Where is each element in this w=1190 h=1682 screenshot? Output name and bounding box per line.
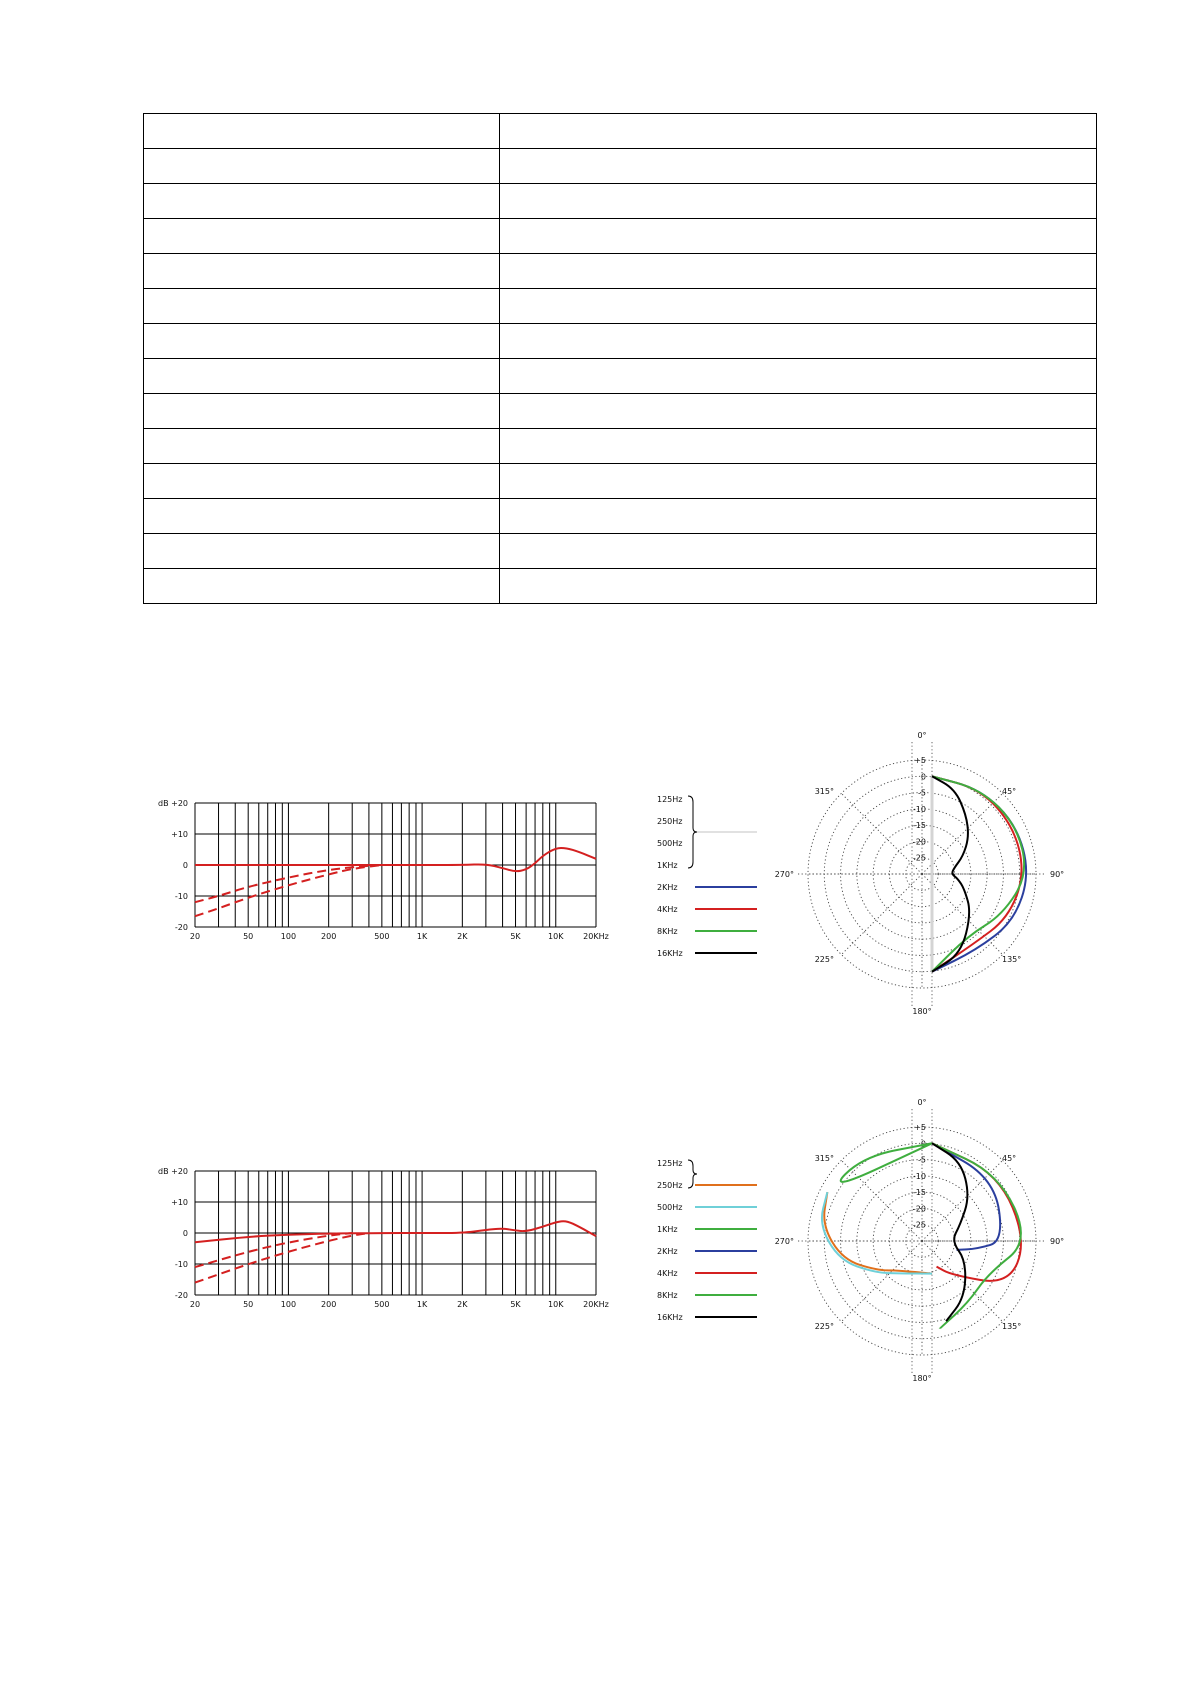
x-tick-label: 10K xyxy=(548,932,564,941)
spec-label-cell xyxy=(144,184,500,219)
y-tick-label: -10 xyxy=(174,892,188,901)
y-tick-label: -20 xyxy=(174,1291,188,1300)
x-tick-label: 100 xyxy=(280,1300,297,1309)
angle-label: 135° xyxy=(1002,955,1022,964)
polar-curve xyxy=(932,1143,967,1321)
x-tick-label: 500 xyxy=(374,932,390,941)
spec-row xyxy=(144,254,1097,289)
x-tick-label: 2K xyxy=(457,932,468,941)
radial-label: +5 xyxy=(914,756,926,765)
angle-label: 90° xyxy=(1050,1237,1065,1246)
angle-label: 315° xyxy=(814,1154,834,1163)
polar-spoke xyxy=(841,1160,922,1241)
legend-label: 8KHz xyxy=(657,927,678,936)
legend-label: 500Hz xyxy=(657,839,683,848)
legend-brace xyxy=(688,796,697,868)
x-tick-label: 100 xyxy=(280,932,297,941)
legend-label: 16KHz xyxy=(657,949,683,958)
x-tick-label: 500 xyxy=(374,1300,390,1309)
spec-row xyxy=(144,464,1097,499)
y-tick-label: -20 xyxy=(174,923,188,932)
angle-label: 270° xyxy=(774,870,794,879)
polar-pattern-chart-2 xyxy=(0,1087,1190,1397)
spec-row xyxy=(144,534,1097,569)
spec-label-cell xyxy=(144,254,500,289)
y-tick-label: 0 xyxy=(182,861,188,870)
spec-label-cell xyxy=(144,359,500,394)
y-tick-label: 0 xyxy=(182,1229,188,1238)
spec-row xyxy=(144,359,1097,394)
spec-row xyxy=(144,394,1097,429)
x-tick-label: 1K xyxy=(416,1300,428,1309)
spec-label-cell xyxy=(144,394,500,429)
spec-value-cell xyxy=(500,219,1097,254)
radial-label: -25 xyxy=(912,853,926,863)
x-tick-label: 5K xyxy=(510,932,521,941)
spec-label-cell xyxy=(144,464,500,499)
legend-label: 2KHz xyxy=(657,883,678,892)
spec-label-cell xyxy=(144,324,500,359)
angle-label: 270° xyxy=(774,1237,794,1246)
spec-row xyxy=(144,219,1097,254)
angle-label: 0° xyxy=(917,731,927,740)
spec-value-cell xyxy=(500,499,1097,534)
spec-value-cell xyxy=(500,149,1097,184)
radial-label: +5 xyxy=(914,1123,926,1132)
angle-label: 225° xyxy=(814,955,834,964)
spec-table xyxy=(143,113,1097,604)
spec-value-cell xyxy=(500,289,1097,324)
y-tick-label: +10 xyxy=(171,830,188,839)
polar-spoke xyxy=(841,793,922,874)
legend-label: 4KHz xyxy=(657,905,678,914)
radial-label: 0 xyxy=(920,772,926,782)
spec-value-cell xyxy=(500,359,1097,394)
angle-label: 90° xyxy=(1050,870,1065,879)
legend-label: 16KHz xyxy=(657,1313,683,1322)
legend-label: 500Hz xyxy=(657,1203,683,1212)
radial-label: -25 xyxy=(912,1220,926,1230)
spec-label-cell xyxy=(144,499,500,534)
polar-spoke xyxy=(841,1241,922,1322)
spec-label-cell xyxy=(144,534,500,569)
spec-value-cell xyxy=(500,324,1097,359)
spec-label-cell xyxy=(144,429,500,464)
radial-label: -10 xyxy=(912,804,926,814)
legend-label: 1KHz xyxy=(657,861,678,870)
legend-label: 250Hz xyxy=(657,1181,683,1190)
radial-label: 0 xyxy=(920,1139,926,1149)
spec-row xyxy=(144,289,1097,324)
legend-label: 125Hz xyxy=(657,795,683,804)
angle-label: 0° xyxy=(917,1098,927,1107)
spec-row xyxy=(144,429,1097,464)
spec-value-cell xyxy=(500,464,1097,499)
spec-row xyxy=(144,114,1097,149)
y-axis-label: dB xyxy=(158,799,169,808)
x-tick-label: 20KHz xyxy=(583,932,609,941)
legend-label: 1KHz xyxy=(657,1225,678,1234)
radial-label: -5 xyxy=(918,788,926,798)
spec-value-cell xyxy=(500,184,1097,219)
spec-value-cell xyxy=(500,394,1097,429)
legend-label: 250Hz xyxy=(657,817,683,826)
angle-label: 180° xyxy=(912,1374,932,1383)
polar-spoke xyxy=(841,874,922,955)
angle-label: 45° xyxy=(1002,1154,1017,1163)
spec-label-cell xyxy=(144,289,500,324)
spec-row xyxy=(144,499,1097,534)
x-tick-label: 20 xyxy=(189,932,201,941)
x-tick-label: 200 xyxy=(321,932,337,941)
x-tick-label: 20KHz xyxy=(583,1300,609,1309)
spec-label-cell xyxy=(144,219,500,254)
y-tick-label: +10 xyxy=(171,1198,188,1207)
spec-row xyxy=(144,184,1097,219)
spec-value-cell xyxy=(500,534,1097,569)
spec-label-cell xyxy=(144,149,500,184)
y-tick-label: +20 xyxy=(171,799,188,808)
legend-label: 125Hz xyxy=(657,1159,683,1168)
spec-value-cell xyxy=(500,429,1097,464)
legend-label: 4KHz xyxy=(657,1269,678,1278)
spec-row xyxy=(144,324,1097,359)
radial-label: -15 xyxy=(912,1188,926,1198)
spec-value-cell xyxy=(500,114,1097,149)
spec-value-cell xyxy=(500,569,1097,604)
angle-label: 135° xyxy=(1002,1322,1022,1331)
x-tick-label: 50 xyxy=(243,932,254,941)
y-tick-label: +20 xyxy=(171,1167,188,1176)
legend-label: 8KHz xyxy=(657,1291,678,1300)
spec-row xyxy=(144,569,1097,604)
x-tick-label: 50 xyxy=(243,1300,254,1309)
spec-label-cell xyxy=(144,114,500,149)
y-axis-label: dB xyxy=(158,1167,169,1176)
spec-label-cell xyxy=(144,569,500,604)
legend-label: 2KHz xyxy=(657,1247,678,1256)
radial-label: -5 xyxy=(918,1155,926,1165)
legend-brace xyxy=(688,1160,697,1188)
y-tick-label: -10 xyxy=(174,1260,188,1269)
polar-pattern-chart-1 xyxy=(0,720,1190,1030)
angle-label: 315° xyxy=(814,787,834,796)
x-tick-label: 10K xyxy=(548,1300,564,1309)
radial-label: -15 xyxy=(912,821,926,831)
radial-label: -20 xyxy=(912,837,926,847)
x-tick-label: 200 xyxy=(321,1300,337,1309)
spec-row xyxy=(144,149,1097,184)
spec-value-cell xyxy=(500,254,1097,289)
radial-label: -20 xyxy=(912,1204,926,1214)
angle-label: 180° xyxy=(912,1007,932,1016)
x-tick-label: 1K xyxy=(416,932,428,941)
x-tick-label: 5K xyxy=(510,1300,521,1309)
angle-label: 45° xyxy=(1002,787,1017,796)
x-tick-label: 20 xyxy=(189,1300,201,1309)
x-tick-label: 2K xyxy=(457,1300,468,1309)
angle-label: 225° xyxy=(814,1322,834,1331)
radial-label: -10 xyxy=(912,1171,926,1181)
